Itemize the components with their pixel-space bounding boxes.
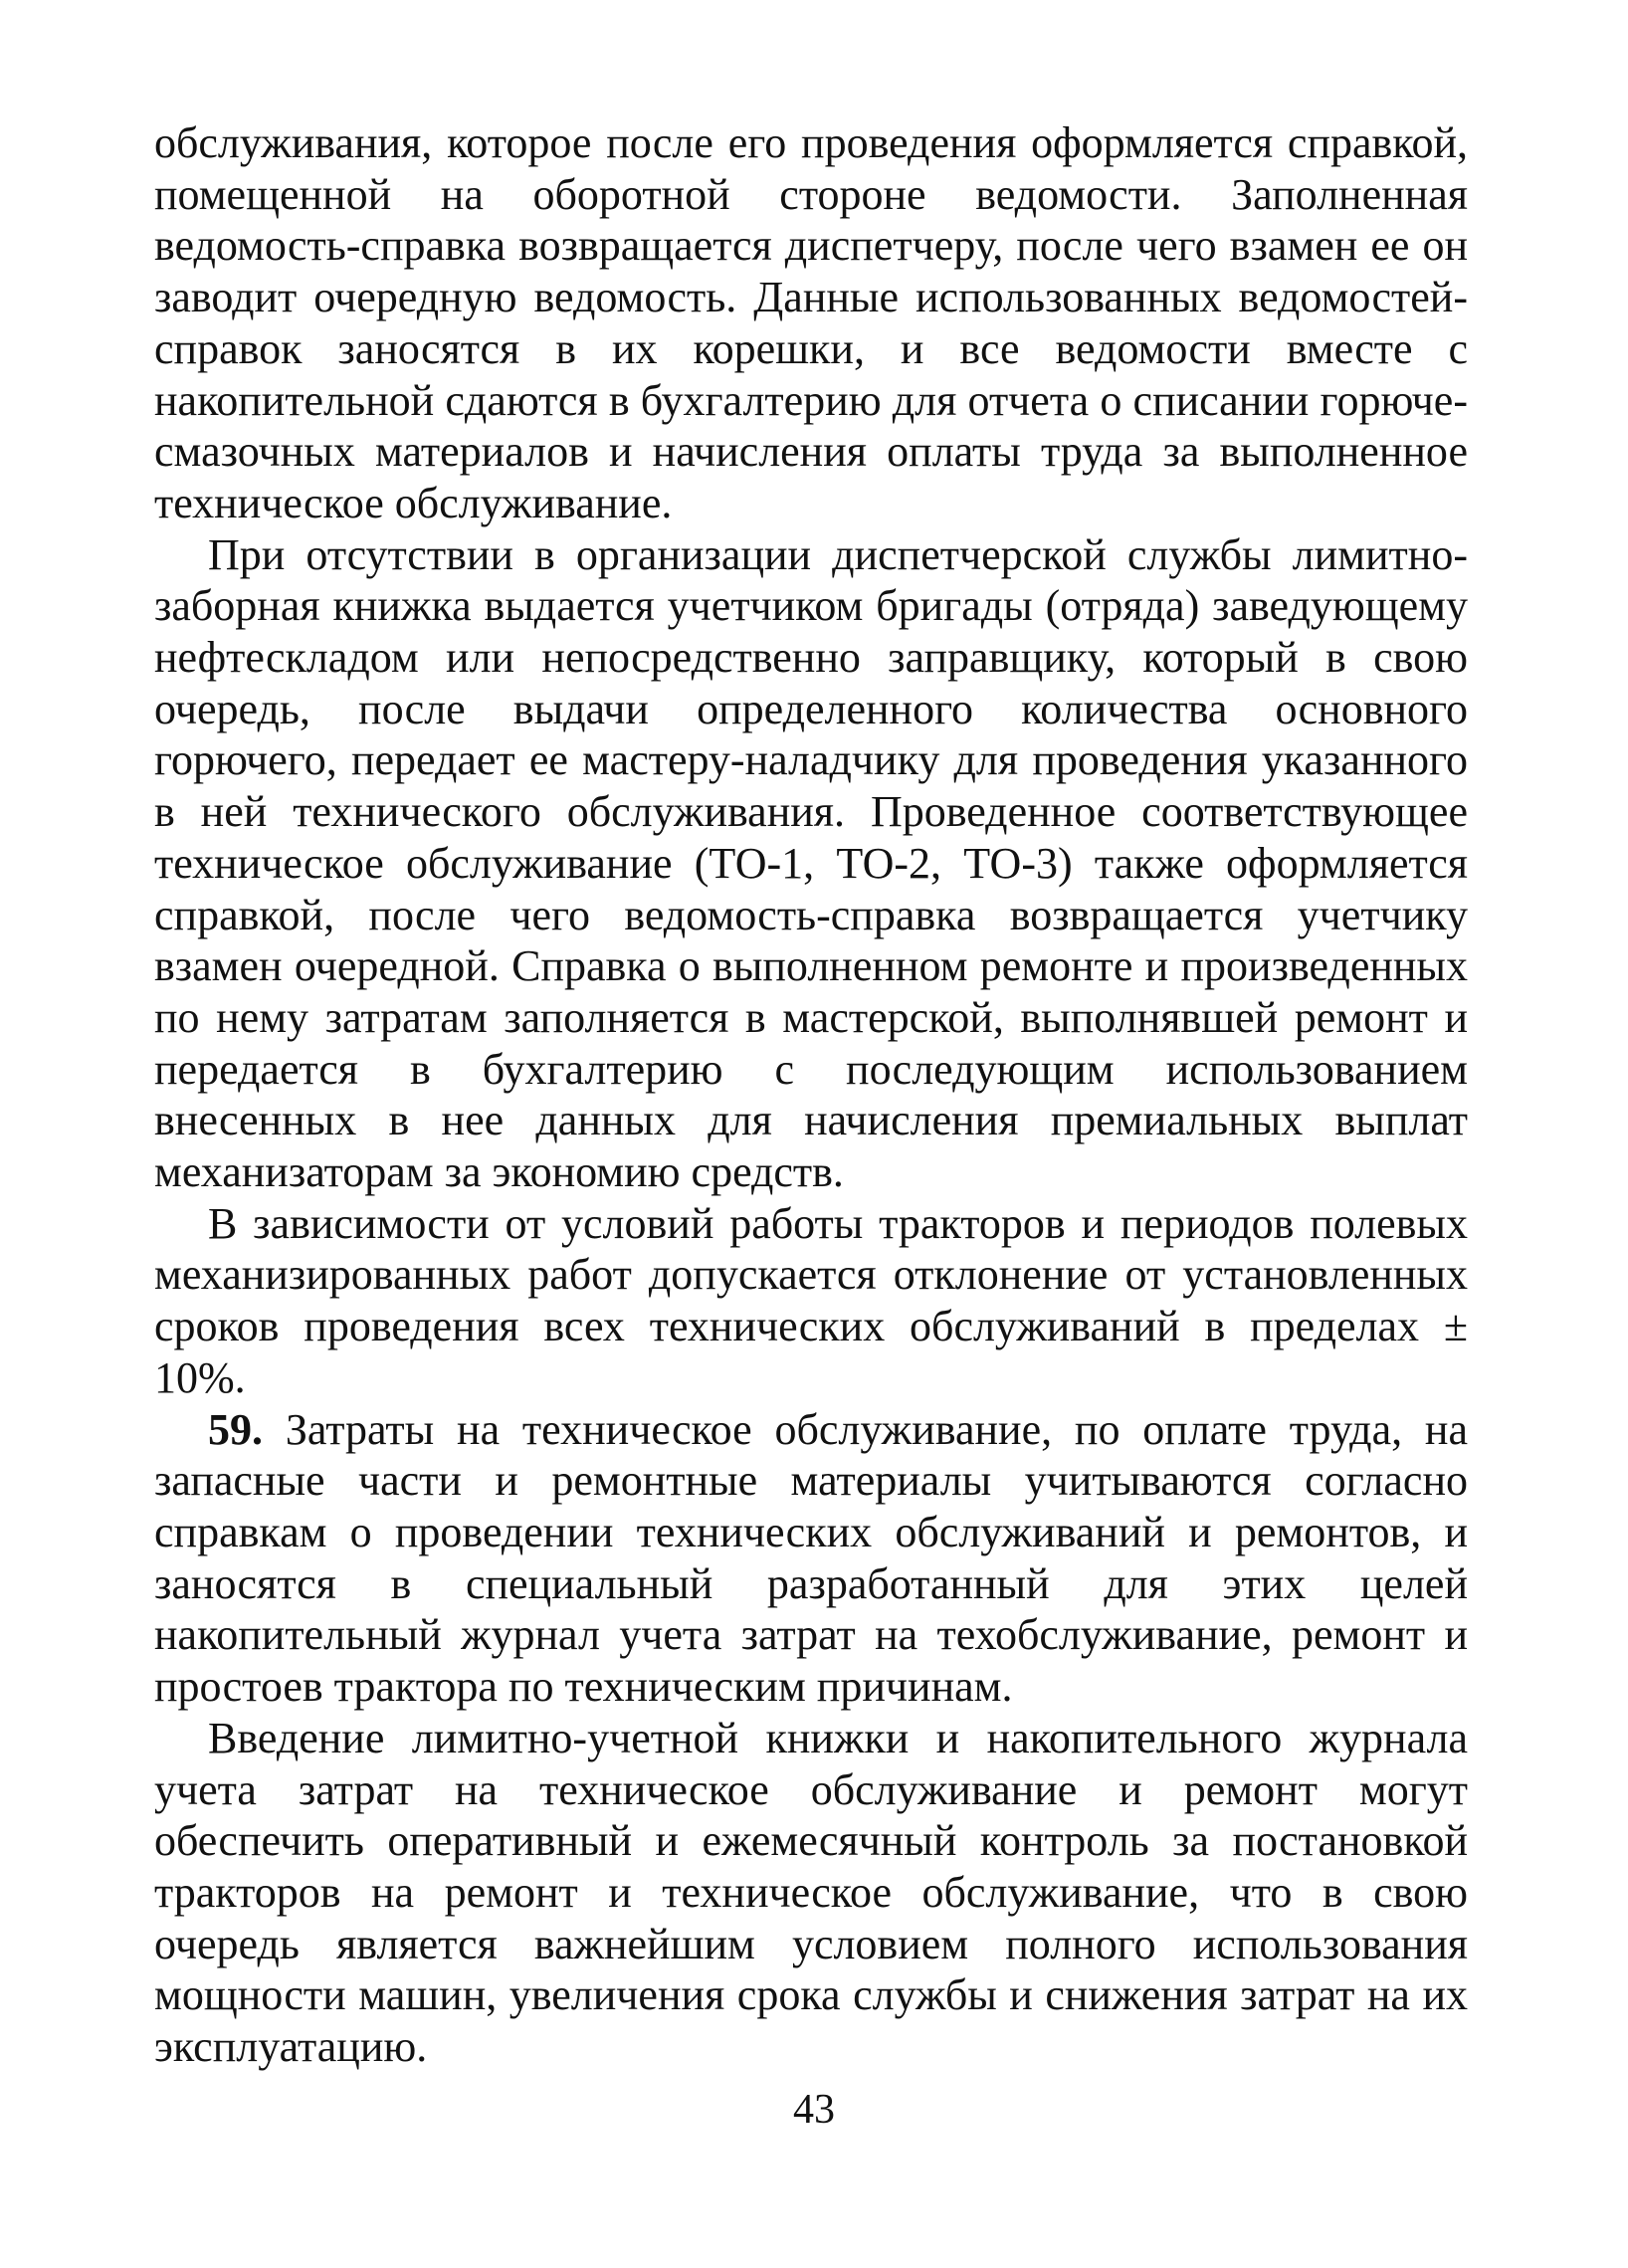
- paragraph-text: В зависимости от условий работы тракторов и периодов полевых механизированных работ допускается отклонение от установленных сроков проведения всех технических обслуживаний в пределах ± 10%.: [154, 1198, 1468, 1402]
- paragraph-text: При отсутствии в организации диспетчерской службы лимитно-заборная книжка выдается учетчиком бригады (отряда) заведующему нефтескладом или непосредственно заправщику, который в свою очередь, после выдачи определенного количества основного горючего, передает ее мастеру-наладчику для проведения указанного в ней технического обслуживания. Проведенное соответствующее техническое обслуживание (ТО-1, ТО-2, ТО-3) также оформляется справкой, после чего ведомость-справка возвращается учетчику взамен очередной. Справка о выполненном ремонте и произведенных по нему затратам заполняется в мастерской, выполнявшей ремонт и передается в бухгалтерию с последующим использованием внесенных в нее данных для начисления премиальных выплат механизаторам за экономию средств.: [154, 529, 1468, 1197]
- paragraph-continued: [154, 117, 1468, 529]
- paragraph: [154, 1713, 1468, 2073]
- paragraph-text: Введение лимитно-учетной книжки и накопительного журнала учета затрат на техническое обслуживание и ремонт могут обеспечить оперативный и ежемесячный контроль за постановкой тракторов на ремонт и техническое обслуживание, что в свою очередь является важнейшим условием полного использования мощности машин, увеличения срока службы и снижения затрат на их эксплуатацию.: [154, 1713, 1468, 2072]
- paragraph: [154, 529, 1468, 1198]
- paragraph-text: Затраты на техническое обслуживание, по оплате труда, на запасные части и ремонтные материалы учитываются согласно справкам о проведении технических обслуживаний и ремонтов, и заносятся в специальный разработанный для этих целей накопительный журнал учета затрат на техобслуживание, ремонт и простоев трактора по техническим причинам.: [154, 1404, 1468, 1712]
- paragraph: [154, 1198, 1468, 1404]
- paragraph-text: обслуживания, которое после его проведения оформляется справкой, помещенной на оборотной стороне ведомости. Заполненная ведомость-справка возвращается диспетчеру, после чего взамен ее он заводит очередную ведомость. Данные использованных ведомостей-справок заносятся в их корешки, и все ведомости вместе с накопительной сдаются в бухгалтерию для отчета о списании горюче-смазочных материалов и начисления оплаты труда за выполненное техническое обслуживание.: [154, 118, 1468, 527]
- page-number: 43: [793, 2087, 835, 2133]
- paragraph-number: 59.: [208, 1404, 263, 1454]
- page-body: [154, 117, 1468, 2073]
- numbered-paragraph: [154, 1404, 1468, 1713]
